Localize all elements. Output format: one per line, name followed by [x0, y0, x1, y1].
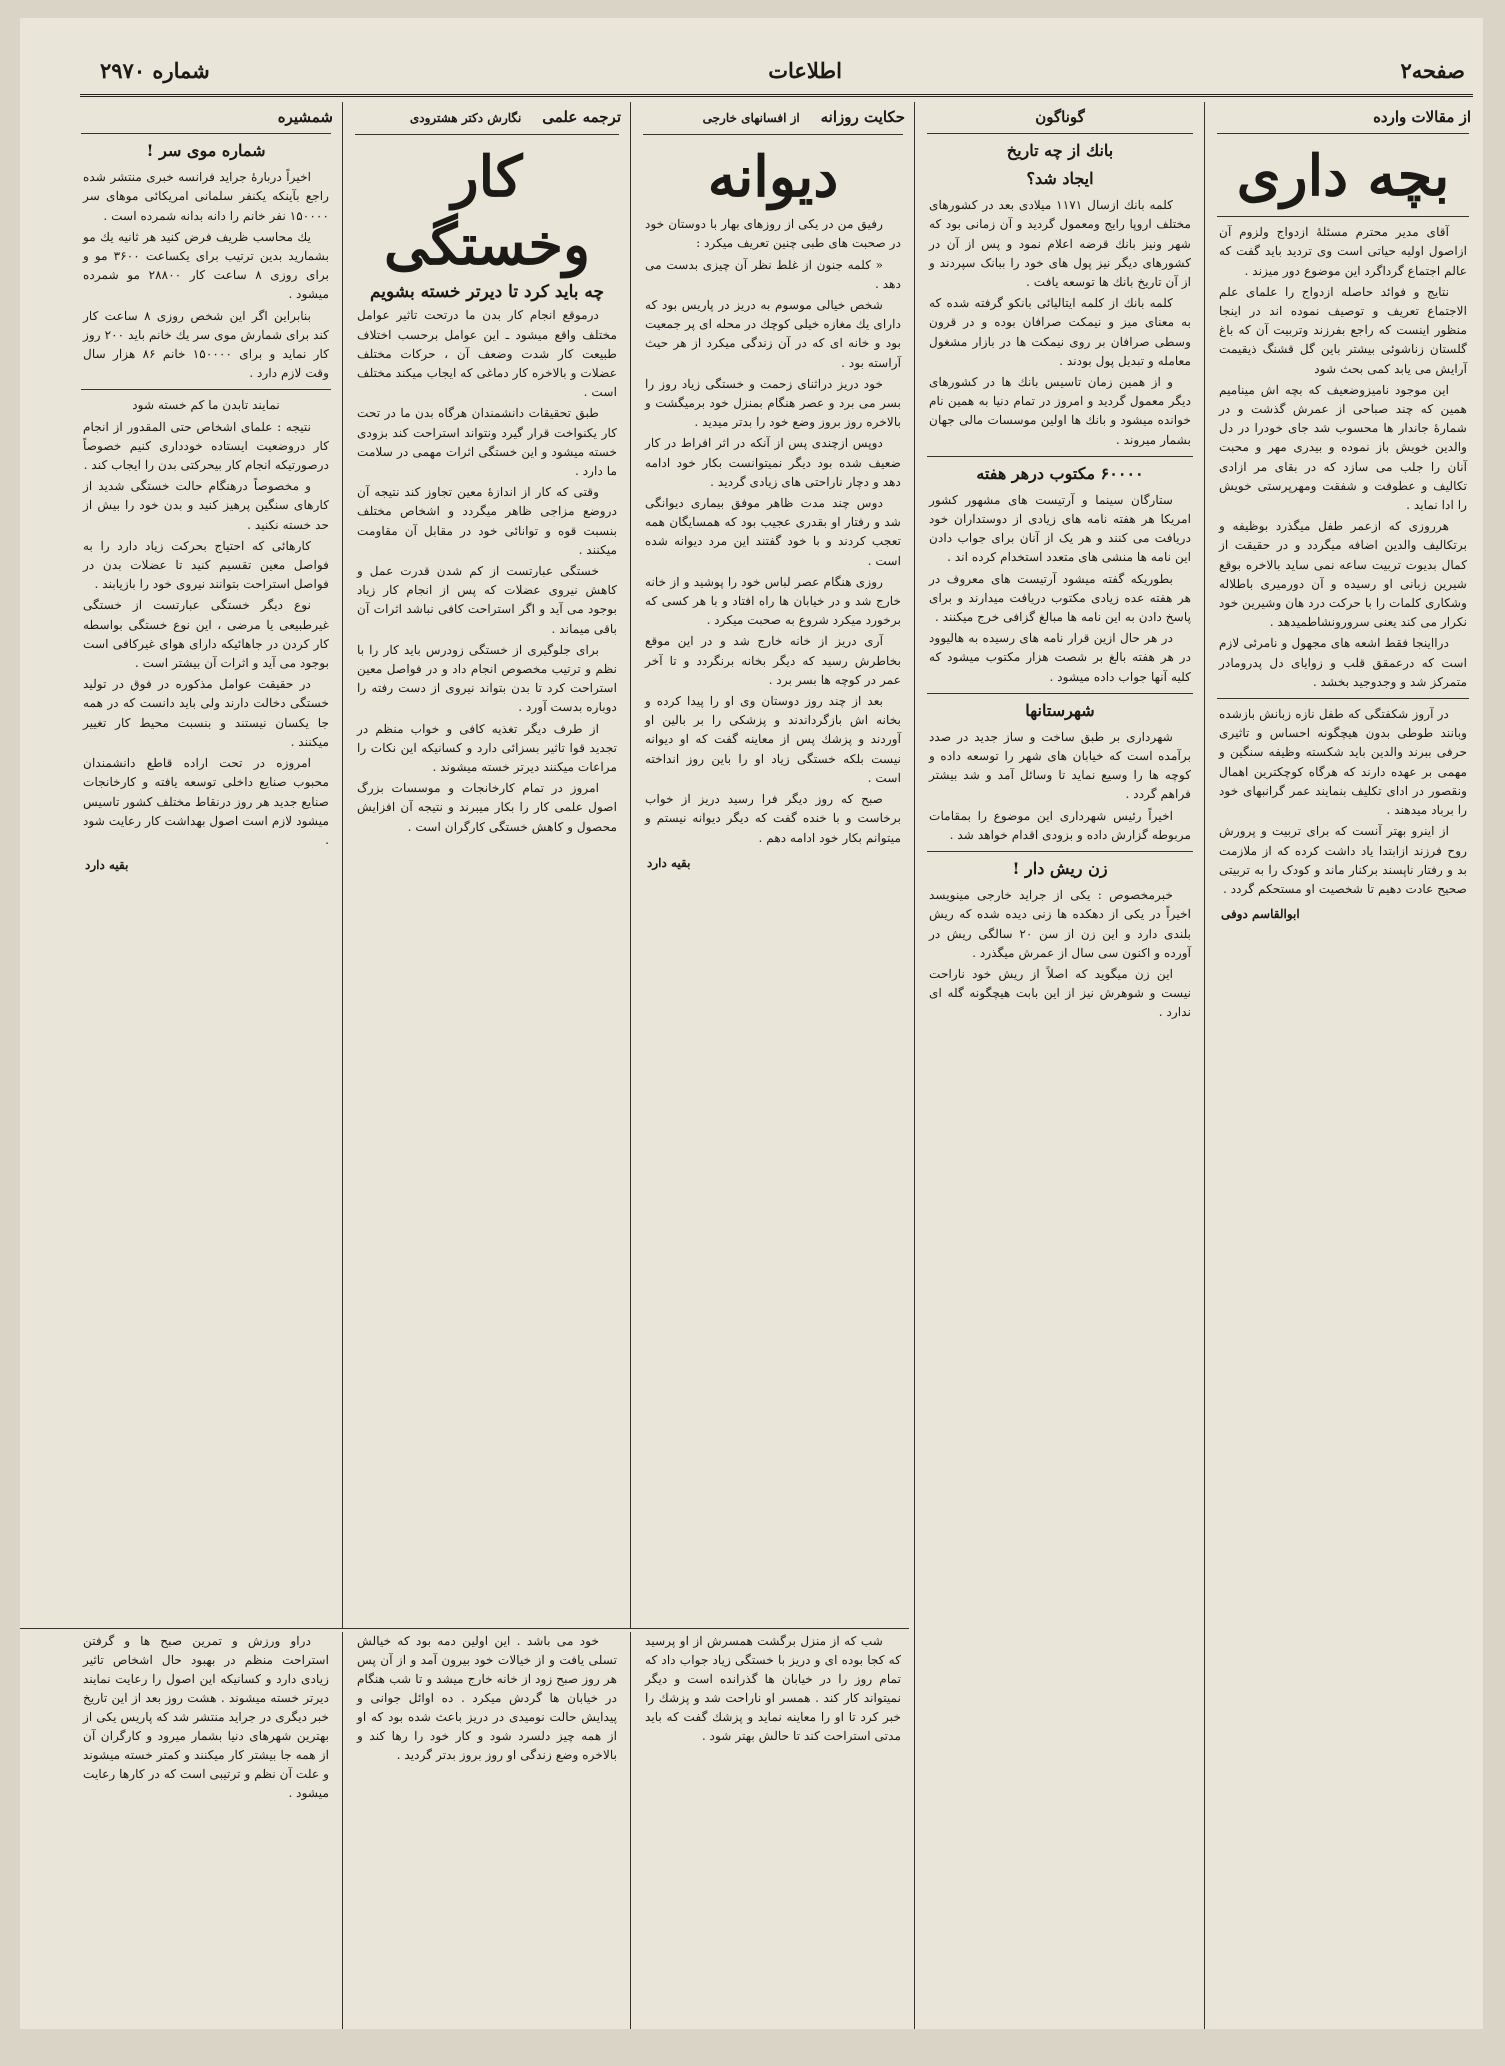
paragraph: وقتی که کار از اندازهٔ معین تجاوز کند نتیجه آن دروضع مزاجی ظاهر میگردد و اشخاص مختلف بنسبت قوه و توانائی خود در مقابل آن مقاومت میکنند . [357, 485, 617, 557]
paragraph: رفیق من در یکی از روزهای بهار با دوستان خود در صحبت های طبی چنین تعریف میکرد : [645, 217, 901, 251]
paragraph: و از همین زمان تاسیس بانك ها در کشورهای دیگر معمول گردید و امروز در تمام دنیا به همین نام خوانده میشود و بانك ها اولین موسسات مالی جهان بشمار میروند . [929, 375, 1191, 447]
divider [81, 133, 331, 134]
paragraph: این موجود نامیزوضعیف که بچه اش مینامیم همین که چند صباحی از عمرش گذشت و در شمارهٔ جاندار ها محسوب شد جای خودرا در دل والدین خویش باز نموده و بیدری مهر و محبت آنان را جلب می سازد که در بقای مر ازادی تکالیف و عطوفت و شفقت ومهرپرستی خویش را ادا نماید . [1219, 382, 1467, 513]
divider [355, 134, 619, 135]
paragraph: طبق تحقیقات دانشمندان هرگاه بدن ما در تحت کار یکنواخت قرار گیرد ونتواند استراحت کند بزودی خسته میشود و این خستگی اثرات مهمی در سلامت ما دارد . [357, 406, 617, 479]
kicker-main: حکایت روزانه [820, 108, 905, 126]
divider [81, 389, 331, 390]
section-kicker: از مقالات وارده [1373, 108, 1471, 126]
band-column [637, 1632, 909, 2022]
section-kicker: گوناگون [1035, 108, 1085, 126]
column-kar-khastegi [349, 102, 625, 1624]
paragraph: اخیراً دربارهٔ جراید فرانسه خبری منتشر شده راجع بآینکه یکنفر سلمانی امریکائی موهای سر ۱۵۰۰۰۰ نفر خانم را دانه بدانه شمرده است . [83, 170, 329, 223]
paragraph: دوس چند مدت ظاهر موفق بیماری دیوانگی شد و رفتار او بقدری عجیب بود که همسایگان همه تعجب کردند و با خود گفتند این مرد دیوانه شده است . [645, 496, 901, 568]
divider [927, 851, 1193, 852]
divider [1217, 698, 1469, 699]
paragraph: آری دریز از خانه خارج شد و در این موقع بخاطرش رسید که دیگر بخانه برنگردد و تا آخر عمر در کوچه ها بسر برد . [645, 634, 901, 687]
item-heading: شهرستانها [1025, 700, 1095, 720]
paragraph: امروزه در تحت اراده قاطع دانشمندان محبوب صنایع داخلی توسعه یافته و کارخانجات صنایع جدید هر روز درنقاط مختلف کشور تاسیس میشود لازم است اصول بهداشت کار رعایت شود . [83, 756, 329, 847]
paragraph: کلمه بانك از کلمه ایتالیائی بانکو گرفته شده که به معنای میز و نیمکت صرافان بوده و در قرون وسطی صرافان بر روی نیمکت ها در بازار مشغول معامله و تبدیل پول بودند . [929, 296, 1191, 368]
paper-name: اطلاعات [768, 57, 842, 83]
article-subtitle: چه باید کرد تا دیرتر خسته بشویم [369, 282, 605, 303]
column-rule [1204, 102, 1205, 2029]
paragraph: نوع دیگر خستگی عبارتست از خستگی غیرطبیعی یا مرضی ، این نوع خستگی بواسطه کار کردن در جاهائیکه دارای هوای غیرکافی است بوجود می آید و اثرات آن بیشتر است . [83, 598, 329, 671]
paragraph: دوپس ازچندی پس از آنکه در اثر افراط در کار ضعیف شده بود دیگر نمیتوانست بکار خود ادامه دهد و دچار ناراحتی های زیادی گردید . [645, 436, 901, 489]
article-title: کار وخستگی [383, 144, 591, 279]
paragraph: صبح که روز دیگر فرا رسید دریز از خواب برخاست و با خنده گفت که دیگر دیوانه نیستم و میتوانم بکار خود ادامه دهم . [645, 792, 901, 845]
paragraph: این زن میگوید که اصلاً از ریش خود ناراحت نیست و شوهرش نیز از این بابت هیچگونه گله ای ندارد . [929, 966, 1191, 1020]
paragraph: برای جلوگیری از خستگی زودرس باید کار را با نظم و ترتیب مخصوص انجام داد و در فواصل معین استراحت کرد تا بدن بتواند نیروی از دست رفته را دوباره بدست آورد . [357, 642, 617, 715]
divider [643, 134, 903, 135]
article-title: بچه داری [1236, 143, 1450, 210]
paragraph: شخص خیالی موسوم به دریز در پاریس بود که دارای یك مغازه خیلی کوچك در محله ای پر جمعیت بود و خانه ای که در آن زندگی میکرد از هر حیث آراسته بود . [645, 298, 901, 370]
author-signature: ابوالقاسم دوفی [1221, 907, 1300, 922]
paragraph: اخیراً رئیس شهرداری این موضوع را بمقامات مربوطه گزارش داده و بزودی اقدام خواهد شد . [929, 808, 1191, 842]
paragraph: آقای مدیر محترم مسئلهٔ ازدواج ولزوم آن ازاصول اولیه حیاتی است وی تردید باید گفت که عالم اجتماع گرداگرد این موضوع دور میزند . [1219, 225, 1467, 278]
paragraph: در حقیقت عوامل مذکوره در فوق در تولید خستگی دخالت دارند ولی باید دانست که در همه جا یکسان نیستند و بنسبت محیط کار تغییر میکنند . [83, 677, 329, 749]
paragraph: هرروزی که ازعمر طفل میگذرد بوظیفه و برتکالیف والدین اضافه میگردد و در حقیقت از کمال بدیوت تربیت ساعه نمی ساید بالاخره بوقع شیرین زبانی او رسیده و آن دورمیری باطلاله وشکاری کلمات را با حرکت درد هان وشیرین خود نکرار می کند یعنی سرورونشاطمیدهد . [1219, 519, 1467, 630]
paragraph: از اینرو بهتر آنست که برای تربیت و پرورش روح فرزند ازابتدا یاد داشت کرده که از ملازمت بد و رفتار ناپسند برکنار ماند و کودک را به تربیتی صحیح عادت دهیم تا شخصیت او مستحکم گردد . [1219, 824, 1467, 896]
newspaper-page [20, 18, 1483, 2029]
item-subheading: ایجاد شد؟ [1026, 169, 1094, 189]
paragraph: نمایند تابدن ما کم خسته شود [132, 398, 280, 413]
divider [1217, 216, 1469, 217]
kicker-sub: نگارش دکتر هشترودی [409, 111, 522, 125]
paragraph: از طرف دیگر تغذیه کافی و خواب منظم در تجدید قوا تاثیر بسزائی دارد و کسانیکه این نکات را مراعات میکنند دیرتر خسته میشوند . [357, 721, 617, 775]
item-heading: زن ریش دار ! [1012, 859, 1108, 879]
page-label: صفحه۲ [1400, 57, 1465, 83]
paragraph: روزی هنگام عصر لباس خود را پوشید و از خانه خارج شد و در خیابان ها راه افتاد و با هر کسی که برخورد میکرد شروع به صحبت میکرد . [645, 574, 901, 628]
paragraph: دراو ورزش و تمرین صبح ها و گرفتن استراحت منظم در بهبود حال اشخاص تاثیر زیادی دارد و کسانیکه این اصول را رعایت نمایند دیرتر خسته میشوند . هشت روز بعد از این تاریخ خبر دیگری در جراید منتشر شد که پاریس یکی از بهترین شهرهای دنیا بشمار میرود و کارگران آن از همه جا بیشتر کار میکنند و کمتر خسته میشوند و علت آن نظم و ترتیبی است که در کارها رعایت میشود . [83, 1634, 329, 1800]
kicker-sub: از افسانهای خارجی [702, 111, 800, 125]
paragraph: شهرداری بر طبق ساخت و ساز جدید در صدد برآمده است که خیابان های شهر را توسعه داده و کوچه ها را وسیع نماید تا وسائل آمد و شد بیشتر فراهم گردد . [929, 729, 1191, 802]
column-rule [342, 1632, 343, 2029]
item-heading: ۶۰۰۰۰ مکتوب درهر هفته [976, 463, 1144, 483]
paragraph: درموقع انجام کار بدن ما درتحت تاثیر عوامل مختلف واقع میشود ـ این عوامل برحسب اختلاف طبیعت کار شدت وضعف آن ، حرکات مختلف عضلات و بالاخره کار دماغی که ایجاب میکند مختلف است . [357, 308, 617, 400]
section-kicker [641, 108, 905, 128]
continued-note: بقیه دارد [85, 858, 129, 873]
paragraph: ستارگان سینما و آرتیست های مشهور کشور امریکا هر هفته نامه های زیادی از دوستداران خود دریافت می کنند و هر یک از آنان برای جواب دادن این نامه ها منشی های متعدد استخدام کرده اند . [929, 492, 1191, 565]
column-rule [630, 1632, 631, 2029]
paragraph: در هر حال ازین قرار نامه های رسیده به هالیوود در هر هفته بالغ بر شصت هزار مکتوب میشود که کلیه آنها جواب داده میشود . [929, 631, 1191, 684]
column-rule [342, 102, 343, 1629]
paragraph: درااینجا فقط اشعه های مجهول و نامرئی لازم است که درعمقق قلب و زوایای دل پدرومادر متمرکز شد و وجدوجید بخشد . [1219, 636, 1467, 689]
divider [1217, 133, 1469, 134]
header-rule [80, 94, 1473, 97]
item-heading: شماره موی سر ! [146, 141, 266, 161]
column-divaneh [637, 102, 909, 1624]
paragraph: خبرمخصوص : یکی از جراید خارجی مینویسد اخیراً در یکی از دهکده ها زنی دیده شده که ریش بلندی دارد و این زن از سن ۲۰ سالگی ریش در آورده و اکنون سی سال از عمرش میگذرد . [929, 888, 1192, 960]
column-rule [630, 102, 631, 1629]
page-header [100, 52, 1465, 88]
paragraph: خستگی عبارتست از کم شدن قدرت عمل و کاهش نیروی عضلات که پس از انجام کار زیاد بوجود می آید و اگر استراحت کافی نباشد اثرات آن باقی میماند . [357, 564, 617, 636]
paragraph: نتایج و فوائد حاصله ازدواج را علمای علم الاجتماع تعریف و توصیف نموده اند در اینجا منظور اینست که راجع بفرزند وتربیت آن که باغ گلستان زناشوئی بیشتر باین گل قشنگ ذیقیمت آرایش می یابد کمی بحث شود [1219, 284, 1467, 376]
column-shomare-mu [75, 102, 337, 1624]
kicker-main: ترجمه علمی [542, 108, 621, 126]
section-kicker: شمشیره [277, 108, 333, 126]
paragraph: امروز در تمام کارخانجات و موسسات بزرگ اصول علمی کار را بکار میبرند و نتیجه آن افزایش محصول و کاهش خستگی کارگران است . [357, 781, 617, 834]
continued-note: بقیه دارد [647, 855, 691, 870]
article-title: دیوانه [707, 144, 839, 211]
band-column [75, 1632, 337, 2022]
column-gunagun [921, 102, 1199, 2023]
issue-label: شماره ۲۹۷۰ [100, 57, 210, 83]
paragraph: شب که از منزل برگشت همسرش از او پرسید که کجا بوده ای و دریز با خستگی زیاد جواب داد که تمام روز را در خیابان ها گذرانده است و دیگر نمیتواند کار کند . همسر او ناراحت شد و پزشك را خبر کرد تا او را معاینه نماید و پزشك گفت که باید مدتی استراحت کند تا حالش بهتر شود . [645, 1634, 901, 1743]
column-bache-dari [1211, 102, 1475, 2023]
divider [927, 693, 1193, 694]
divider [927, 456, 1193, 457]
paragraph: کلمه بانك ازسال ۱۱۷۱ میلادی بعد در کشورهای مختلف اروپا رایج ومعمول گردید و آن زمانی بود که شهر ونیز بانك قرضه اعلام نمود و پس از آن در کشورهای دیگر نیز پول های خود را ببانک سپردند و از آن تاریخ بانك ها توسعه یافت . [929, 198, 1191, 290]
paragraph: بعد از چند روز دوستان وی او را پیدا کرده و بخانه اش بازگرداندند و پزشکی را بر بالین او آوردند و پزشك پس از معاینه گفت که او دیوانه نیست بلکه خستگی زیاد او را باین روز انداخته است . [645, 694, 901, 785]
band-column [349, 1632, 625, 2022]
paragraph: خود دریز دراثنای زحمت و خستگی زیاد روز را بسر می برد و عصر هنگام بمنزل خود برمیگشت و بالاخره روز بروز وضع خود را بدتر میدید . [645, 376, 901, 430]
paragraph: یك محاسب ظریف فرض کنید هر ثانیه یك مو بشمارید بدین ترتیب برای یکساعت ۳۶۰۰ مو و برای روزی ۸ ساعت کار ۲۸۸۰۰ مو شمرده میشود . [83, 229, 329, 302]
paragraph: نتیجه : علمای اشخاص حتی المقدور از انجام کار دروضعیت ایستاده خودداری کنیم خصوصاً درصورتیکه انجام کار بیحرکتی بدن را ایجاب کند . [83, 419, 329, 473]
bottom-band-rule [20, 1628, 909, 1629]
paragraph: و مخصوصاً درهنگام حالت خستگی شدید از کارهای سنگین پرهیز کنید و بدن خود را بیش از حد خسته نکنید . [83, 479, 329, 532]
item-heading: بانك از چه تاریخ [1006, 141, 1114, 161]
paragraph: در آروز شکفتگی که طفل نازه زبانش بازشده وبانند طوطی بدون هیچگونه احساس و تاثیری حرفی ببرند والدین باید شکسته وظیفه سنگین و مهمی بر عهده دارند که هرگاه کوچکترین اهمال ونقصور در ادای تکلیف بنمایند عمر گرانبهای خود را برباد میدهند . [1219, 707, 1467, 818]
column-rule [914, 102, 915, 2029]
divider [927, 133, 1193, 134]
paragraph: کارهائی که احتیاج بحرکت زیاد دارد را به فواصل معین تقسیم کنید تا عضلات بدن در فواصل استراحت بتوانند نیروی خود را بازیابند . [83, 538, 329, 592]
paragraph: بطوریکه گفته میشود آرتیست های معروف در هر هفته عده زیادی مکتوب دریافت میدارند و برای پاسخ دادن به این نامه ها مبالغ گزافی خرج میکنند . [929, 571, 1191, 625]
paragraph: « کلمه جنون از غلط نظر آن چیزی بدست می دهد . [645, 257, 901, 291]
section-kicker [353, 108, 621, 128]
paragraph: بنابراین اگر این شخص روزی ۸ ساعت کار کند برای شمارش موی سر یك خانم باید ۲۰۰ روز کار نماید و برای ۱۵۰۰۰۰ خانم ۸۶ هزار سال وقت لازم دارد . [83, 308, 330, 381]
paragraph: خود می باشد . این اولین دمه بود که خیالش تسلی یافت و از خیالات خود بیرون آمد و از آن پس هر روز صبح زود از خانه خارج میشد و تا شب هنگام در خیابان ها گردش میکرد . ده اوائل جوانی و پیدایش حالت نومیدی در دریز باعث شده بود که او از همه چیز دلسرد شود و کار خود را رها کند و بالاخره وضع زندگی او روز بروز بدتر گردید . [357, 1634, 617, 1762]
